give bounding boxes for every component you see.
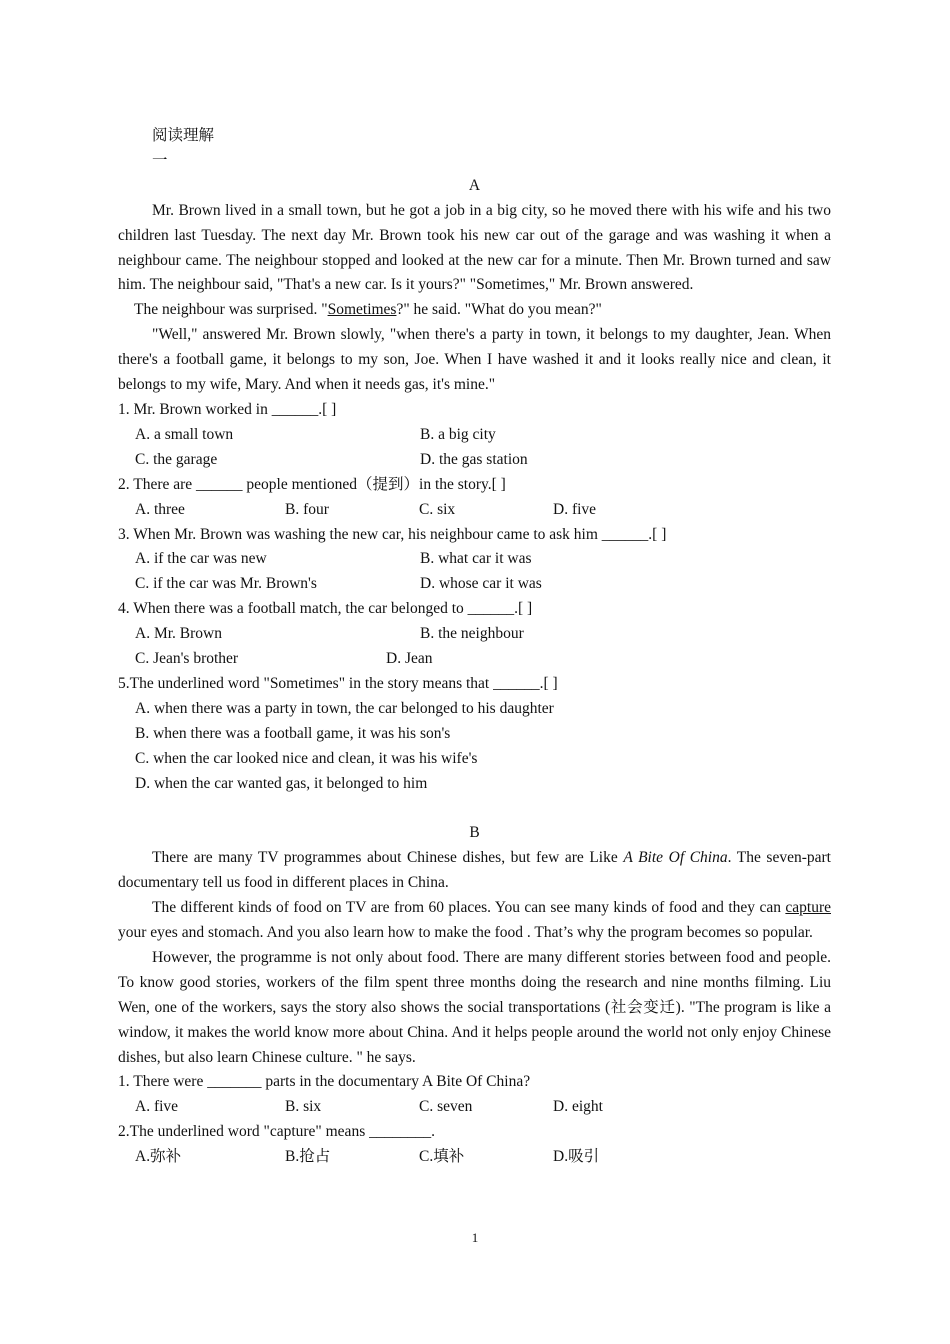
page-number: 1: [471, 1230, 479, 1245]
question-a4: [118, 597, 831, 672]
option-d: D. eight: [553, 1098, 603, 1116]
option-c: C. six: [419, 500, 456, 518]
question-b1: [118, 1070, 831, 1120]
option-c: C. when the car looked nice and clean, it was his wife's: [135, 749, 478, 767]
question-a2: [118, 473, 831, 523]
question-stem: 4. When there was a football match, the car belonged to ______.[ ]: [118, 600, 533, 618]
option-c: C. seven: [419, 1098, 473, 1116]
option-d: D.吸引: [553, 1148, 600, 1166]
passage-b-paragraph-3: However, the programme is not only about food. There are many different stories between food and people. To know good stories, workers of the film spent three months doing the research and nine months filming. Liu Wen, one of the workers, says the story also shows the social transportations (社会变迁). "The program is like a window, it makes the world know more about China. And it helps people around the world not only enjoy Chinese dishes, but also learn Chinese culture. " he says.: [118, 948, 831, 1066]
option-b: B.抢占: [285, 1148, 331, 1166]
underlined-word-sometimes: Sometimes: [327, 301, 397, 319]
option-d: D. five: [553, 500, 597, 518]
option-c: C. Jean's brother: [135, 650, 239, 668]
option-b: B. six: [285, 1098, 322, 1116]
option-c: C.填补: [419, 1148, 465, 1166]
question-stem: 1. There were _______ parts in the documentary A Bite Of China?: [118, 1073, 531, 1091]
passage-b-paragraph-2: [118, 896, 831, 946]
question-stem: 2.The underlined word "capture" means ________.: [118, 1123, 435, 1141]
option-a: A. when there was a party in town, the car belonged to his daughter: [135, 699, 554, 717]
p2-text-after: ?" he said. "What do you mean?": [396, 301, 602, 319]
passage-a-paragraph-3: "Well," answered Mr. Brown slowly, "when there's a party in town, it belongs to my daughter, Jean. When there's a football game, it belongs to my son, Joe. When I have washed it and it looks really nice and clean, it belongs to my wife, Mary. And when it needs gas, it's mine.": [118, 326, 831, 394]
question-stem: 3. When Mr. Brown was washing the new car, his neighbour came to ask him ______.[ ]: [118, 525, 667, 543]
option-b: B. the neighbour: [420, 625, 524, 643]
section-title: 阅读理解: [152, 127, 215, 144]
question-a5: [118, 672, 831, 797]
underlined-word-capture: capture: [785, 899, 831, 917]
option-d: D. whose car it was: [420, 575, 542, 593]
question-b2: [118, 1120, 831, 1170]
question-stem: 1. Mr. Brown worked in ______.[ ]: [118, 400, 337, 418]
option-a: A. a small town: [135, 425, 234, 443]
passage-b-paragraph-1: [118, 846, 831, 896]
option-b: B. a big city: [420, 425, 496, 443]
option-c: C. if the car was Mr. Brown's: [135, 575, 317, 593]
p2-text-after: your eyes and stomach. And you also learn how to make the food . That’s why the program becomes so popular.: [118, 923, 813, 941]
option-a: A. Mr. Brown: [135, 625, 222, 643]
p2-text-before: The neighbour was surprised. ": [134, 301, 328, 319]
question-a3: [118, 523, 831, 598]
option-b: B. four: [285, 500, 329, 518]
option-d: D. the gas station: [420, 450, 528, 468]
option-a: A.弥补: [135, 1148, 182, 1166]
section-number: 一: [152, 151, 168, 169]
spacer: [118, 796, 831, 821]
option-b: B. what car it was: [420, 550, 532, 568]
option-a: A. three: [135, 500, 185, 518]
question-a1: [118, 398, 831, 473]
p1-text-after: . The seven-part documentary tell us food in different places in China.: [118, 849, 831, 892]
option-a: A. five: [135, 1098, 179, 1116]
option-a: A. if the car was new: [135, 550, 267, 568]
documentary-title: A Bite Of China: [623, 849, 728, 867]
passage-b-label: B: [469, 824, 480, 842]
question-stem: 5.The underlined word "Sometimes" in the story means that ______.[ ]: [118, 674, 558, 692]
document-page: [118, 124, 831, 1170]
question-stem: 2. There are ______ people mentioned（提到）in the story.[ ]: [118, 475, 506, 493]
p1-text-before: There are many TV programmes about Chinese dishes, but few are Like: [152, 849, 624, 867]
option-b: B. when there was a football game, it was his son's: [135, 724, 451, 742]
passage-a-paragraph-1: Mr. Brown lived in a small town, but he got a job in a big city, so he moved there with his wife and his two children last Tuesday. The next day Mr. Brown took his new car out of the garage and was washing it when a neighbour came. The neighbour stopped and looked at the new car for a minute. Then Mr. Brown turned and saw him. The neighbour said, "That's a new car. Is it yours?" "Sometimes," Mr. Brown answered.: [118, 201, 831, 294]
option-d: D. when the car wanted gas, it belonged to him: [135, 774, 428, 792]
option-d: D. Jean: [386, 650, 433, 668]
p2-text-before: The different kinds of food on TV are from 60 places. You can see many kinds of food and they can: [152, 899, 786, 917]
option-c: C. the garage: [135, 450, 218, 468]
passage-a-paragraph-2: [118, 298, 831, 323]
passage-a-label: A: [468, 176, 481, 194]
